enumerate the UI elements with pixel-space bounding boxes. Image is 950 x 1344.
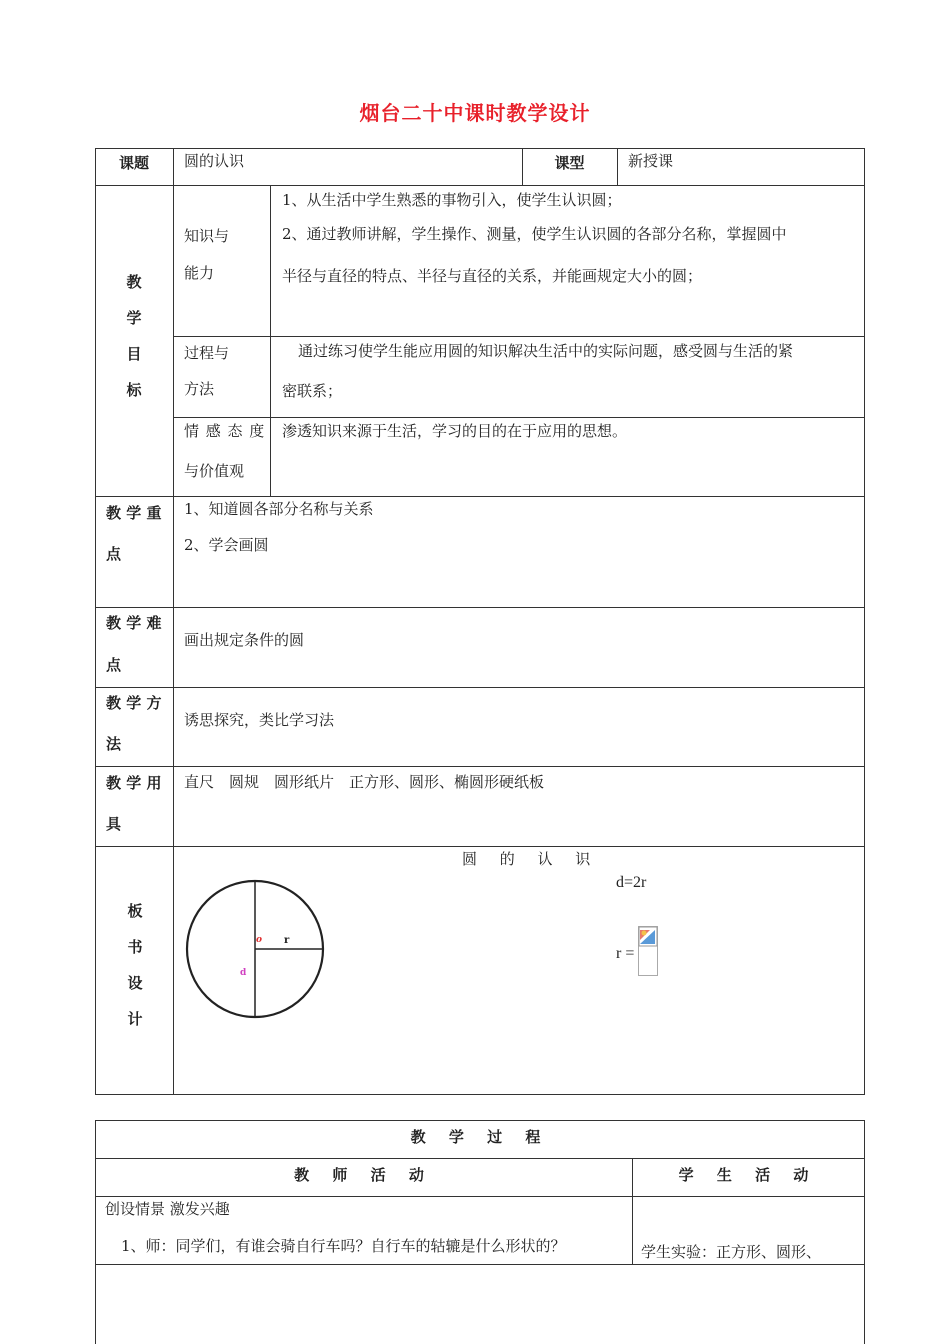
board-heading: 圆 的 认 识	[462, 850, 600, 868]
emotion-label-2: 与价值观	[184, 462, 245, 480]
board-label-char: 板	[127, 902, 143, 920]
type-value: 新授课	[628, 152, 674, 170]
teacher-activity-line-1: 创设情景 激发兴趣	[105, 1200, 230, 1218]
emotion-line-1: 渗透知识来源于生活，学习的目的在于应用的思想。	[282, 422, 628, 440]
method-label: 教 学 方	[106, 694, 162, 712]
key-points-label-2: 点	[106, 545, 122, 563]
process-label: 过程与	[184, 344, 230, 362]
diameter-label: d	[240, 968, 247, 978]
difficulty-label-2: 点	[106, 656, 122, 674]
method-label-2: 法	[106, 735, 122, 753]
process-line-2: 密联系；	[282, 382, 343, 400]
knowledge-line-1: 1、从生活中学生熟悉的事物引入，使学生认识圆；	[282, 191, 622, 209]
tools-label-2: 具	[106, 815, 122, 833]
process-line-1: 通过练习使学生能应用圆的知识解决生活中的实际问题，感受圆与生活的紧	[298, 342, 794, 360]
knowledge-label-2: 能力	[184, 264, 215, 282]
formula-radius: r =	[616, 945, 635, 962]
key-points-label: 教 学 重	[106, 504, 162, 522]
tools-value: 直尺 圆规 圆形纸片 正方形、圆形、椭圆形硬纸板	[184, 773, 545, 791]
board-label-char: 计	[127, 1010, 143, 1028]
knowledge-line-2: 2、通过教师讲解，学生操作、测量，使学生认识圆的各部分名称，掌握圆中	[282, 225, 787, 243]
difficulty-label: 教 学 难	[106, 614, 162, 632]
tools-label: 教 学 用	[106, 774, 162, 792]
radius-label: r	[284, 935, 290, 946]
knowledge-label: 知识与	[184, 227, 230, 245]
circle-diagram	[184, 878, 326, 1020]
center-label: o	[256, 935, 263, 945]
page-title: 烟台二十中课时教学设计	[359, 101, 591, 125]
objectives-label-char: 教	[126, 273, 142, 291]
process-heading: 教 学 过 程	[410, 1128, 550, 1146]
knowledge-line-3: 半径与直径的特点、半径与直径的关系，并能画规定大小的圆；	[282, 267, 703, 285]
objectives-label-char: 目	[126, 345, 142, 363]
fraction-image-icon	[638, 926, 658, 976]
student-activity-line-1: 学生实验：正方形、圆形、	[641, 1243, 822, 1261]
topic-value: 圆的认识	[184, 152, 245, 170]
type-label: 课型	[554, 154, 585, 172]
teacher-activity-line-2: 1、师：同学们，有谁会骑自行车吗？自行车的轱辘是什么形状的？	[121, 1237, 566, 1255]
student-activity-header: 学 生 活 动	[678, 1166, 818, 1184]
process-label-2: 方法	[184, 380, 215, 398]
emotion-label: 情 感 态 度	[184, 422, 266, 440]
teacher-activity-header: 教 师 活 动	[294, 1166, 433, 1184]
key-point-1: 1、知道圆各部分名称与关系	[184, 500, 374, 518]
formula-diameter: d=2r	[616, 874, 647, 891]
objectives-label-char: 学	[126, 309, 142, 327]
objectives-label-char: 标	[126, 381, 142, 399]
method-value: 诱思探究，类比学习法	[184, 711, 335, 729]
key-point-2: 2、学会画圆	[184, 536, 269, 554]
topic-label: 课题	[118, 154, 149, 172]
board-label-char: 书	[127, 938, 143, 956]
board-label-char: 设	[127, 974, 143, 992]
difficulty-value: 画出规定条件的圆	[184, 631, 305, 649]
